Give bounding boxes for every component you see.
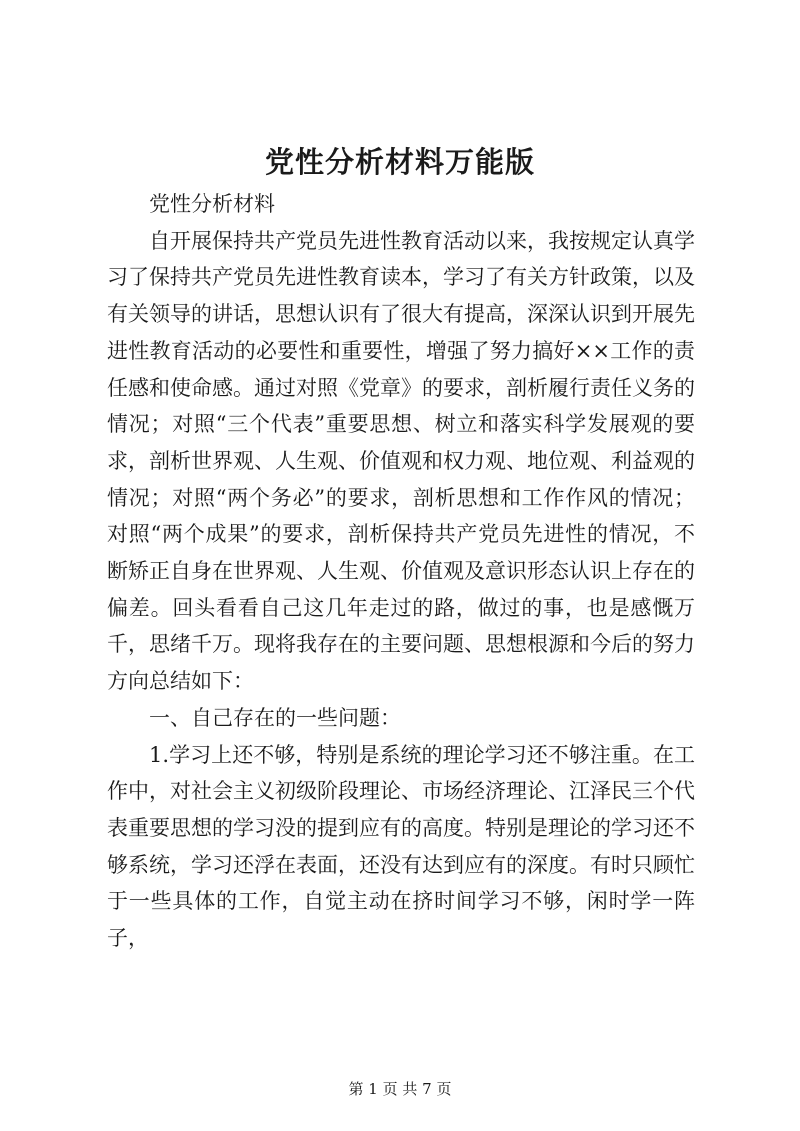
document-body: [107, 186, 695, 957]
paragraph-heading: 党性分析材料: [149, 192, 275, 216]
paragraph-item-1: 1.学习上还不够，特别是系统的理论学习还不够注重。在工作中，对社会主义初级阶段理论、市场经济理论、江泽民三个代表重要思想的学习没的提到应有的高度。特别是理论的学习还不够系统，学习还浮在表面，还没有达到应有的深度。有时只顾忙于一些具体的工作，自觉主动在挤时间学习不够，闲时学一阵子，: [107, 742, 695, 951]
page-number-label: 第 1 页 共 7 页: [348, 1080, 452, 1098]
paragraph-intro: 自开展保持共产党员先进性教育活动以来，我按规定认真学习了保持共产党员先进性教育读本，学习了有关方针政策，以及有关领导的讲话，思想认识有了很大有提高，深深认识到开展先进性教育活动的必要性和重要性，增强了努力搞好××工作的责任感和使命感。通过对照《党章》的要求，剖析履行责任义务的情况；对照“三个代表”重要思想、树立和落实科学发展观的要求，剖析世界观、人生观、价值观和权力观、地位观、利益观的情况；对照“两个务必”的要求，剖析思想和工作作风的情况；对照“两个成果”的要求，剖析保持共产党员先进性的情况，不断矫正自身在世界观、人生观、价值观及意识形态认识上存在的偏差。回头看看自己这几年走过的路，做过的事，也是感慨万千，思绪千万。现将我存在的主要问题、思想根源和今后的努力方向总结如下：: [107, 228, 695, 694]
paragraph-section-heading: 一、自己存在的一些问题：: [149, 705, 401, 730]
document-title: 党性分析材料万能版: [264, 145, 535, 179]
page-footer: [0, 1078, 800, 1099]
